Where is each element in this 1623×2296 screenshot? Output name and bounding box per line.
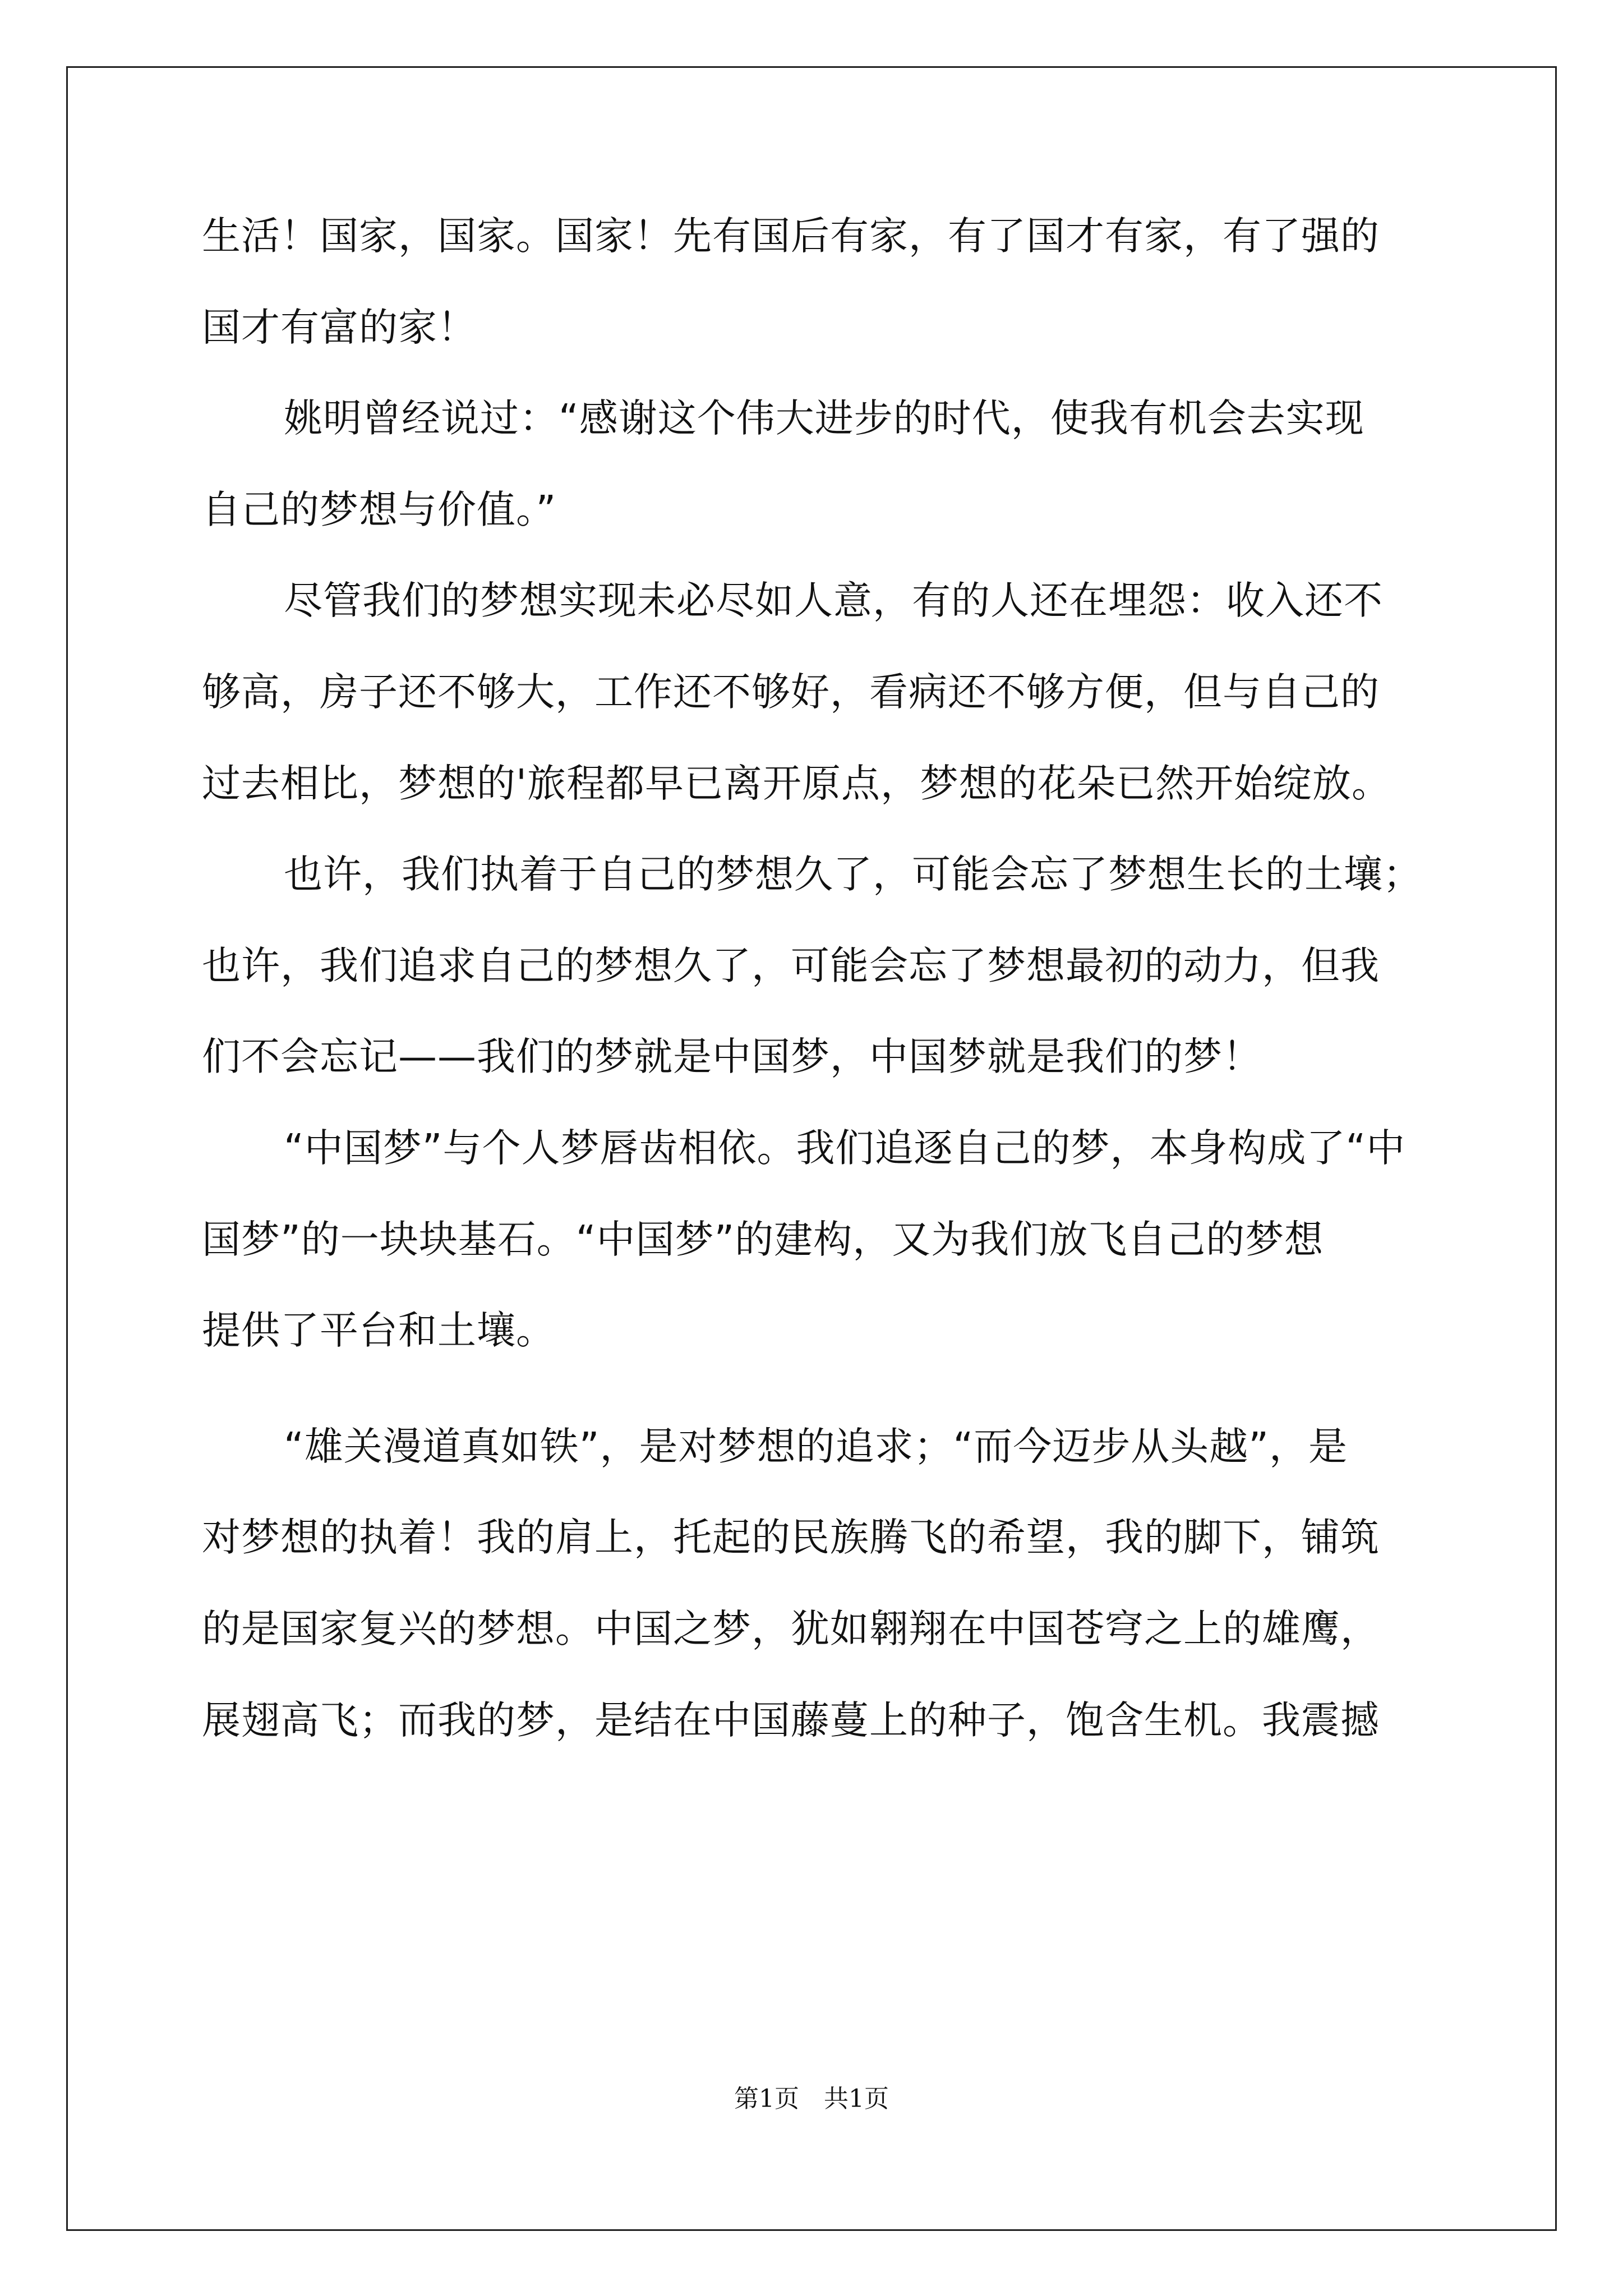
text-line: 够高，房子还不够大，工作还不够好，看病还不够方便，但与自己的 [202, 669, 1380, 715]
document-body [202, 216, 1424, 1791]
text-line: “雄关漫道真如铁”，是对梦想的追求；“而今迈步从头越”，是 [284, 1424, 1348, 1469]
text-line: 国梦”的一块块基石。“中国梦”的建构，又为我们放飞自己的梦想 [202, 1217, 1324, 1262]
text-line: 的是国家复兴的梦想。中国之梦，犹如翱翔在中国苍穹之上的雄鹰， [202, 1606, 1380, 1651]
text-line: “中国梦”与个人梦唇齿相依。我们追逐自己的梦，本身构成了“中 [284, 1125, 1406, 1171]
text-line: 也许，我们执着于自己的梦想久了，可能会忘了梦想生长的土壤； [284, 852, 1422, 898]
text-line: 展翅高飞；而我的梦，是结在中国藤蔓上的种子，饱含生机。我震撼 [202, 1697, 1380, 1743]
text-line: 国才有富的家！ [202, 305, 477, 350]
text-line: 姚明曾经说过：“感谢这个伟大进步的时代，使我有机会去实现 [284, 396, 1364, 441]
text-line: 自己的梦想与价值。” [202, 487, 557, 532]
text-line: 们不会忘记——我们的梦就是中国梦，中国梦就是我们的梦！ [202, 1034, 1262, 1080]
text-line: 生活！国家，国家。国家！先有国后有家，有了国才有家，有了强的 [202, 214, 1380, 259]
text-line: 提供了平台和土壤。 [202, 1308, 555, 1354]
text-line: 尽管我们的梦想实现未必尽如人意，有的人还在埋怨：收入还不 [284, 578, 1383, 624]
text-line: 过去相比，梦想的'旅程都早已离开原点，梦想的花朵已然开始绽放。 [202, 761, 1391, 806]
page-footer: 第1页 共1页 [734, 2085, 889, 2113]
text-line: 也许，我们追求自己的梦想久了，可能会忘了梦想最初的动力，但我 [202, 943, 1380, 988]
text-line: 对梦想的执着！我的肩上，托起的民族腾飞的希望，我的脚下，铺筑 [202, 1515, 1380, 1561]
